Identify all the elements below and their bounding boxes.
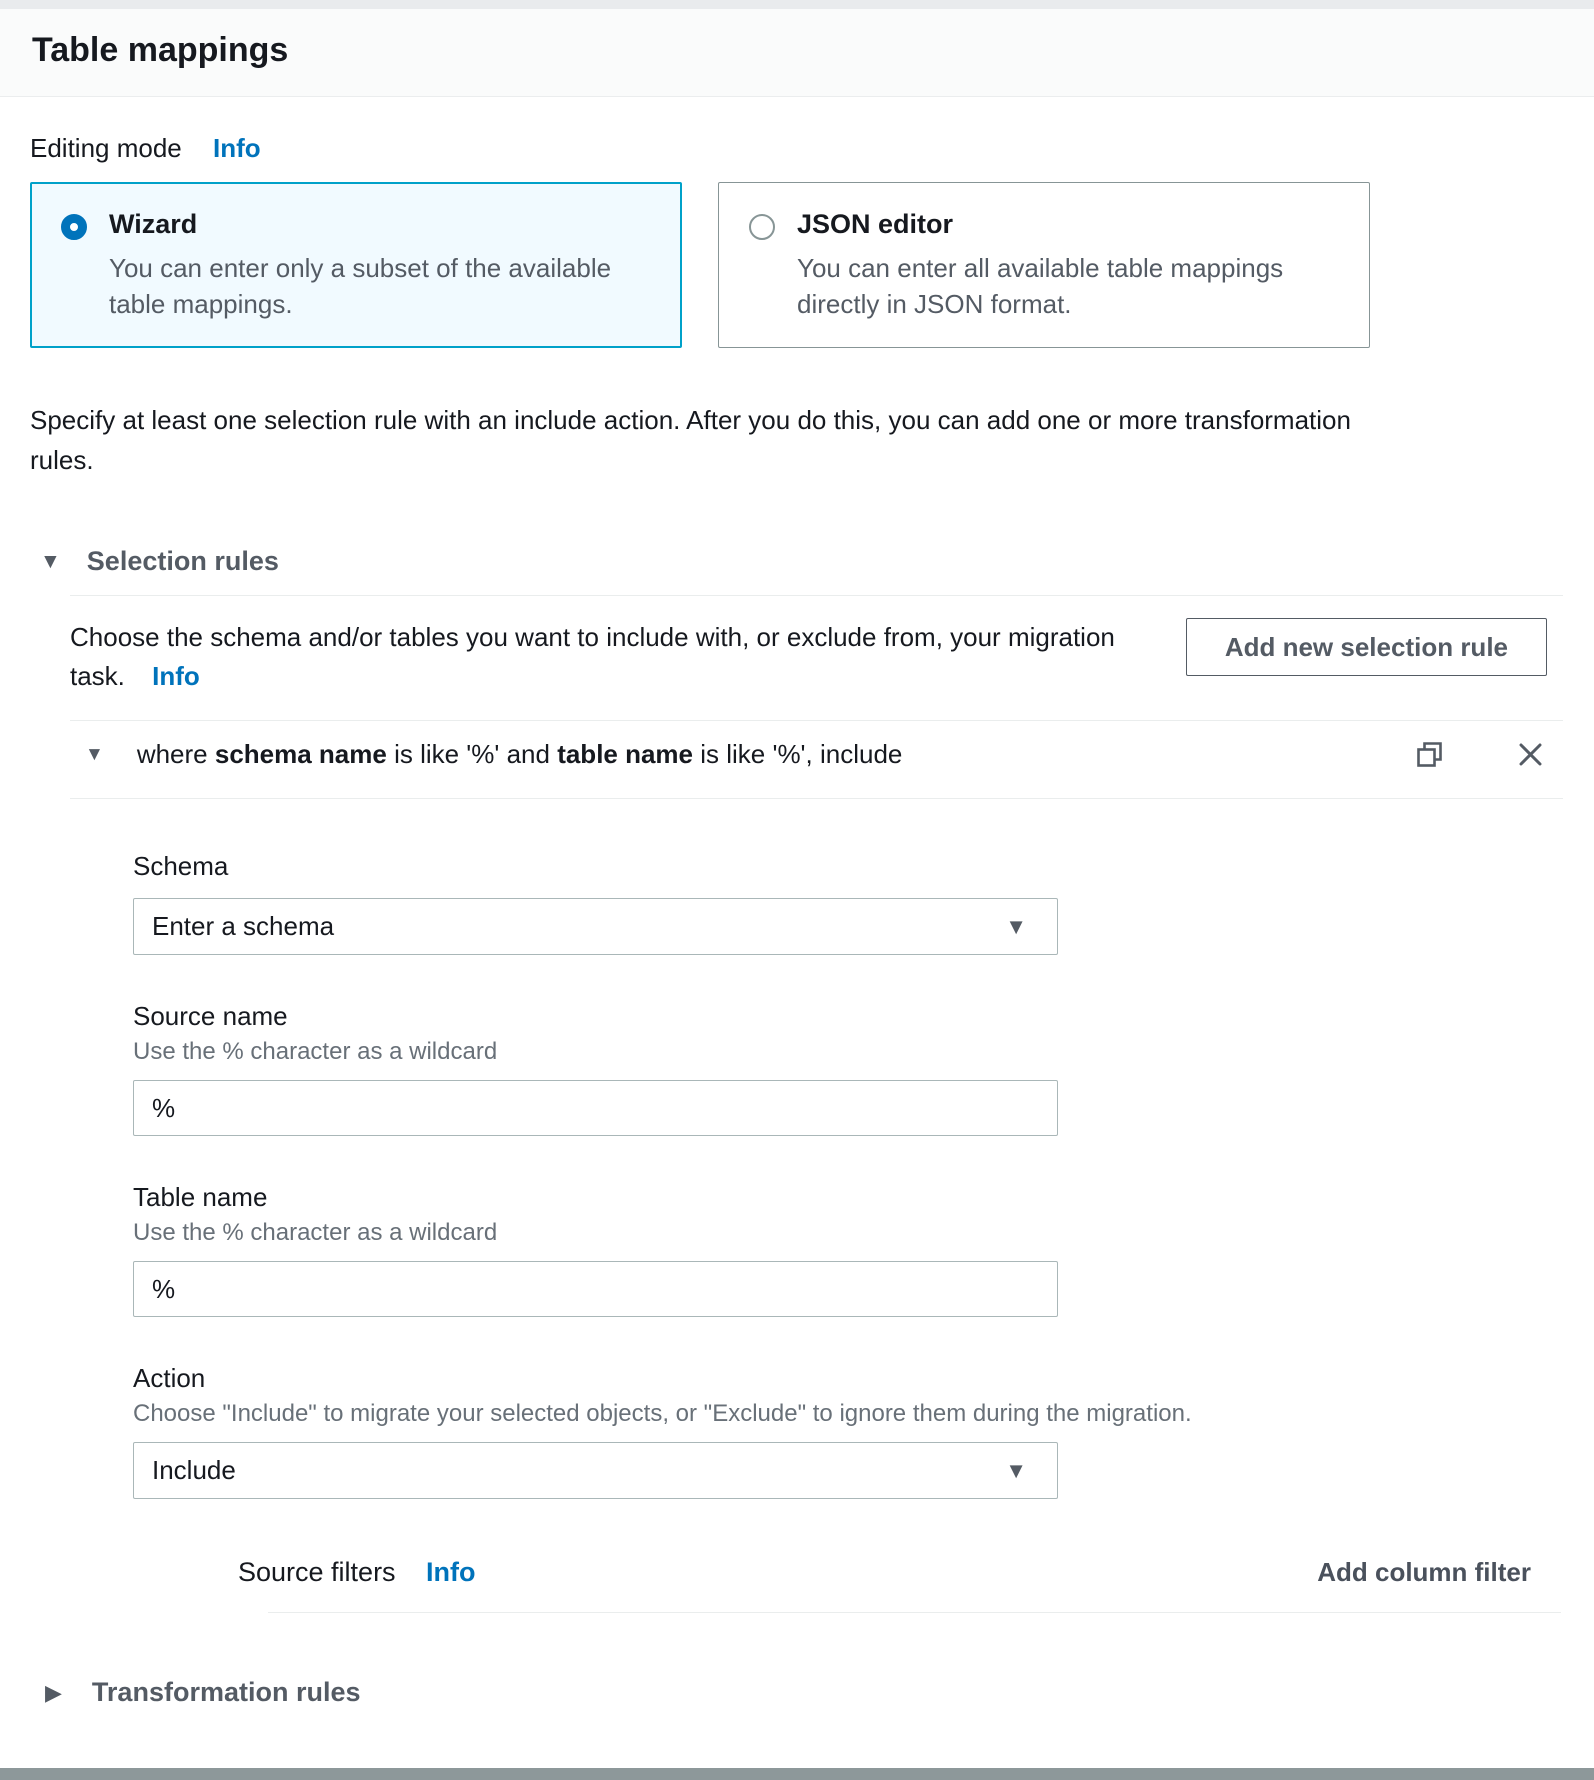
rule-actions xyxy=(1410,735,1563,774)
right-triangle-icon: ▶ xyxy=(45,1679,62,1705)
action-select[interactable] xyxy=(133,1442,1058,1499)
top-strip xyxy=(0,0,1594,9)
schema-select-value: Enter a schema xyxy=(152,911,335,942)
editing-mode-options xyxy=(30,182,1554,348)
editing-mode-option-json-editor[interactable] xyxy=(718,182,1370,348)
table-name-field xyxy=(133,1182,1554,1317)
action-hint: Choose "Include" to migrate your selected objects, or "Exclude" to ignore them during the migration. xyxy=(133,1400,1192,1428)
selection-rule-row xyxy=(85,735,1563,774)
radio-unselected-icon[interactable] xyxy=(749,214,775,240)
rule-summary-mid: is like '%' and xyxy=(386,739,558,770)
source-name-hint: Use the % character as a wildcard xyxy=(133,1038,498,1066)
source-name-input[interactable] xyxy=(133,1080,1058,1136)
panel-header xyxy=(0,9,1594,97)
rule-down-triangle-icon[interactable]: ▼ xyxy=(85,744,104,766)
source-name-field xyxy=(133,1001,1554,1136)
rule-summary xyxy=(137,739,1410,770)
table-name-hint: Use the % character as a wildcard xyxy=(133,1219,498,1247)
add-new-selection-rule-button[interactable]: Add new selection rule xyxy=(1186,618,1547,676)
source-filters-info-link[interactable]: Info xyxy=(426,1557,476,1588)
json-editor-option-body xyxy=(797,209,1309,323)
delete-rule-icon[interactable] xyxy=(1511,735,1550,774)
wizard-option-body xyxy=(109,209,621,323)
divider xyxy=(70,595,1563,596)
rule-summary-where: where xyxy=(136,739,215,770)
selection-rules-header[interactable] xyxy=(40,546,1554,577)
schema-label: Schema xyxy=(133,851,229,882)
json-editor-option-description: You can enter all available table mappings directly in JSON format. xyxy=(797,253,1284,320)
copy-rule-icon[interactable] xyxy=(1410,735,1449,774)
chevron-down-icon: ▼ xyxy=(1005,1457,1027,1483)
transformation-rules-header[interactable] xyxy=(45,1677,1554,1708)
page-title: Table mappings xyxy=(32,31,289,69)
rule-summary-tail: is like '%', include xyxy=(693,739,903,770)
json-editor-option-label: JSON editor xyxy=(797,209,954,239)
source-filters-group xyxy=(238,1557,476,1588)
panel-content xyxy=(0,97,1594,1708)
radio-selected-icon[interactable] xyxy=(61,214,87,240)
chevron-down-icon: ▼ xyxy=(1005,913,1027,939)
editing-mode-option-wizard[interactable] xyxy=(30,182,682,348)
table-name-label: Table name xyxy=(133,1182,268,1213)
selection-rules-description-text: Choose the schema and/or tables you want to include with, or exclude from, your migration task. xyxy=(70,622,1115,692)
rule-summary-schema-field: schema name xyxy=(214,739,387,770)
editing-mode-label: Editing mode xyxy=(30,133,182,163)
selection-rules-description xyxy=(70,618,1155,696)
down-triangle-icon: ▼ xyxy=(40,550,61,574)
schema-field xyxy=(133,851,1554,955)
rule-details xyxy=(133,799,1554,1613)
selection-rules-title: Selection rules xyxy=(86,546,279,577)
bottom-divider-bar xyxy=(0,1768,1594,1780)
rule-summary-table-field: table name xyxy=(557,739,694,770)
transformation-rules-title: Transformation rules xyxy=(91,1677,361,1708)
action-select-value: Include xyxy=(152,1455,236,1486)
selection-rules-info-link[interactable]: Info xyxy=(152,661,200,692)
schema-select[interactable] xyxy=(133,898,1058,955)
add-column-filter-button[interactable]: Add column filter xyxy=(1317,1557,1531,1588)
table-name-input[interactable] xyxy=(133,1261,1058,1317)
action-label: Action xyxy=(133,1363,206,1394)
wizard-option-label: Wizard xyxy=(109,209,198,239)
source-filters-row xyxy=(238,1557,1531,1588)
selection-rules-section xyxy=(40,546,1554,1613)
editing-mode-info-link[interactable]: Info xyxy=(213,133,261,163)
action-field xyxy=(133,1363,1554,1499)
divider xyxy=(268,1612,1561,1613)
source-name-label: Source name xyxy=(133,1001,288,1032)
selection-rules-toolbar xyxy=(70,616,1547,696)
source-filters-label: Source filters xyxy=(238,1557,396,1588)
intro-text: Specify at least one selection rule with an include action. After you do this, you can add one or more transformation rules. xyxy=(30,404,1351,476)
divider xyxy=(70,720,1563,721)
editing-mode-row xyxy=(30,133,1554,164)
wizard-option-description: You can enter only a subset of the available table mappings. xyxy=(109,253,612,320)
